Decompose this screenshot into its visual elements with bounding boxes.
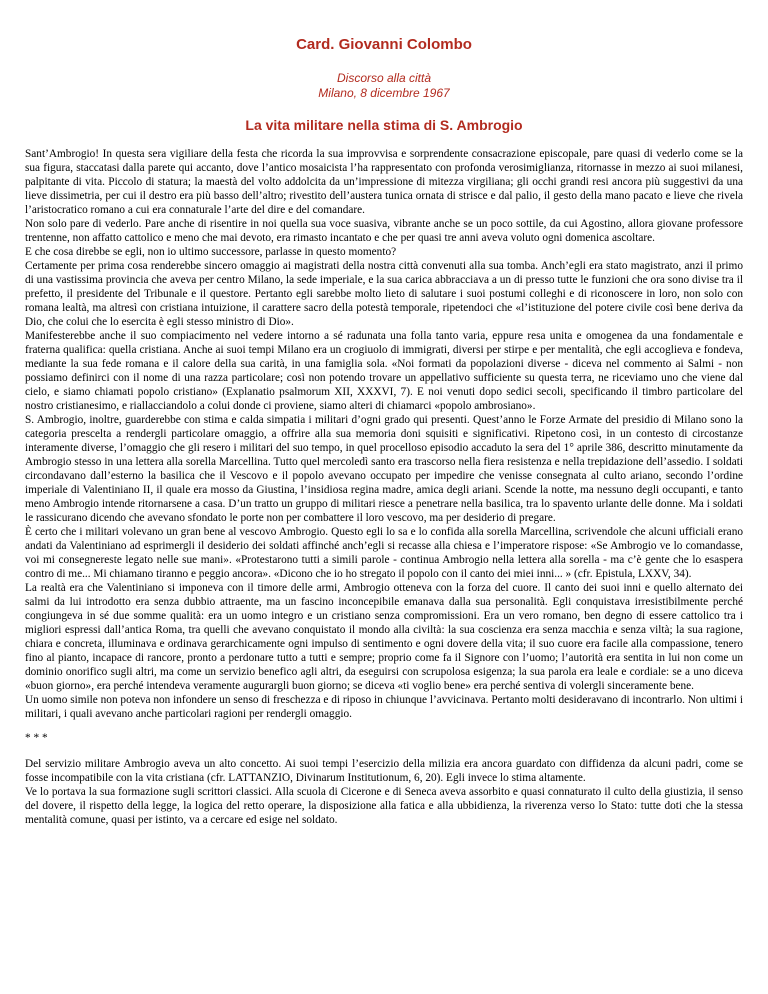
paragraph: È certo che i militari volevano un gran bene al vescovo Ambrogio. Questo egli lo sa e lo confida alla sorella Marcellina, scrivendole che alcuni ufficiali erano andati da Valentiniano ad esprimergli il desiderio dei soldati affinché anch’egli si recasse alla chiesa e l’imperatore rispose: «Se Ambrogio ve lo comandasse, voi mi consegnereste legato nelle sue mani». «Protestarono tutti a simili parole - continua Ambrogio nella lettera alla sorella - ma c’è gente che lo esaspera contro di me... Mi chiamano tiranno e peggio ancora». «Dicono che io ho stregato il popolo con il canto dei miei inni... » (cfr. Epistula, LXXV, 34). bbox=[25, 526, 743, 580]
document-body bbox=[25, 147, 743, 827]
paragraph: E che cosa direbbe se egli, non io ultimo successore, parlasse in questo momento? bbox=[25, 246, 397, 258]
paragraph: Ve lo portava la sua formazione sugli scrittori classici. Alla scuola di Cicerone e di Seneca aveva assorbito e quasi connaturato il culto della giustizia, il senso del dovere, il rispetto della legge, la logica del retto operare, la disposizione alla fatica e alla ubbidienza, la riverenza verso lo Stato: tutte doti che la stessa mentalità comune, quasi per istinto, va a cercare ed esige nel soldato. bbox=[25, 786, 743, 826]
paragraph: Un uomo simile non poteva non infondere un senso di freschezza e di riposo in chiunque l’avvicinava. Pertanto molti desideravano di incontrarlo. Non ultimi i militari, i quali avevano anche particolari ragioni per rendergli omaggio. bbox=[25, 694, 743, 720]
author-heading: Card. Giovanni Colombo bbox=[296, 36, 472, 53]
paragraph: Del servizio militare Ambrogio aveva un alto concetto. Ai suoi tempi l’esercizio della milizia era ancora guardato con diffidenza da alcuni padri, come se fosse incompatibile con la vita cristiana (cfr. LATTANZIO, Divinarum Institutionum, 6, 20). Egli invece lo stima altamente. bbox=[25, 758, 743, 784]
occasion-line: Discorso alla città bbox=[336, 71, 432, 85]
paragraph: La realtà era che Valentiniano si imponeva con il timore delle armi, Ambrogio otteneva con la forza del cuore. Il canto dei suoi inni e quello alternato dei salmi da lui introdotto era senza dubbio attraente, ma un fascino inconcepibile emanava dalla sua personalità. Egli conquistava irresistibilmente perché congiungeva in sé due somme qualità: era un uomo integro e un cristiano senza compromissioni. Era un vero romano, ben degno di essere cattolico tra i migliori espressi dall’antica Roma, tra quelli che avevano conquistato il mondo alla civiltà: la sua coscienza era senza macchia e senza viltà; la sua ragione, chiara e concreta, illuminava e ordinava gerarchicamente ogni impulso di sentimento e ogni dovere della vita; il suo cuore era facile alla compassione, tenero fino al pianto, incapace di rancore, pronto a perdonare tutto a tutti e sempre; proprio come fa il Signore con l’uomo; l’autorità era sentita in lui non come un dominio onorifico sugli altri, ma come un servizio benefico agli altri, da eseguirsi con scrupolosa esigenza; la sua parola era leale e cordiale: se a uno diceva «buon giorno», era perché intendeva veramente augurargli buon giorno; se diceva «ti voglio bene» era perché sentiva di volergli sinceramente bene. bbox=[25, 582, 743, 692]
paragraph: Non solo pare di vederlo. Pare anche di risentire in noi quella sua voce suasiva, vibrante anche se un poco sottile, da cui Agostino, allora giovane professore trentenne, non affatto cattolico e meno che mai devoto, era rimasto incantato e che per quasi tre anni aveva voluto ogni domenica ascoltare. bbox=[25, 218, 743, 244]
section-separator: * * * bbox=[25, 732, 48, 744]
paragraph: Sant’Ambrogio! In questa sera vigiliare della festa che ricorda la sua improvvisa e sorprendente consacrazione episcopale, pare quasi di vederlo come se la sua figura, staccatasi dalla parete qui accanto, dove l’antico mosaicista l’ha rappresentato con profonda verosimiglianza, ritornasse in mezzo ai suoi milanesi, palpitante di vita. Piccolo di statura; la maestà del volto addolcita da un’impressione di mitezza virgiliana; gli occhi grandi resi ancora più suggestivi da una lieve dissimetria, per cui il destro era più basso dell’altro; rivestito dell’austera tunica ornata di strisce e dal palio, il gesto della mano pacato e lieve che rivela l’aristocratico romano a cui era connaturale l’arte del dire e del comandare. bbox=[25, 148, 743, 216]
paragraph: Manifesterebbe anche il suo compiacimento nel vedere intorno a sé radunata una folla tanto varia, eppure resa unita e omogenea da una fondamentale e fraterna qualifica: quella cristiana. Anche ai suoi tempi Milano era un crogiuolo di immigrati, diversi per stirpe e per mentalità, che egli accoglieva e fondeva, mediante la sua fede romana e il calore della sua carità, in una famiglia sola. «Noi formati da popolazioni diverse - diceva nel commento ai Salmi - non possiamo definirci con il nome di una razza particolare; così non potendo trovare un appellativo sufficiente su questa terra, ne riceviamo uno che viene dal cielo, e siamo chiamati popolo cristiano» (Explanatio psalmorum XII, XXXVI, 7). E noi venuti dopo sedici secoli, specificando il timbro particolare del nostro cristianesimo, e riallacciandolo a colui donde ci proviene, siamo alteri di chiamarci «popolo ambrosiano». bbox=[25, 330, 743, 412]
paragraph: Certamente per prima cosa renderebbe sincero omaggio ai magistrati della nostra città convenuti alla sua tomba. Anch’egli era stato magistrato, anzi il primo di una vastissima provincia che aveva per centro Milano, la sede imperiale, e la sua carica abbracciava a un di presso tutte le funzioni che ora sono divise tra il prefetto, il presidente del Tribunale e il questore. Pertanto egli sarebbe molto lieto di salutare i suoi postumi colleghi e di riconoscere in loro, non solo con romana lealtà, ma altresì con cristiana intuizione, il carattere sacro della potestà temporale, ripetendoci che «l’istituzione del potere civile così bene deriva da Dio, che colui che lo esercita è egli stesso ministro di Dio». bbox=[25, 260, 743, 328]
paragraph: S. Ambrogio, inoltre, guarderebbe con stima e calda simpatia i militari d’ogni grado qui presenti. Quest’anno le Forze Armate del presidio di Milano sono la categoria prescelta a rendergli particolare omaggio, a offrire alla sua memoria doni squisiti e significativi. Ripetono così, in un contesto di circostanze interamente diverse, l’omaggio che gli resero i militari del suo tempo, in quel procelloso episodio accaduto la sera del 1° aprile 386, descritto minutamente da Ambrogio stesso in una lettera alla sorella Marcellina. Tutto quel mercoledì santo era trascorso nella fiera resistenza e nella trepidazione dell’assedio. I soldati circondavano dall’esterno la basilica che il Vescovo e il popolo avevano occupato per impedire che venisse consegnata al culto ariano, secondo l’ordine imperiale di Valentiniano II, il quale era mosso da Giustina, l’insidiosa regina madre, amica degli ariani. Scende la notte, ma nessuno degli occupanti, e tanto meno Ambrogio intende ritornarsene a casa. D’un tratto un gruppo di militari riesce a penetrare nella basilica, tra lo spavento urlante delle donne. Ma i soldati le rassicurano dicendo che avevano sfondato le porte non per combattere il loro vescovo, ma per desiderio di pregare. bbox=[25, 414, 743, 524]
place-date-line: Milano, 8 dicembre 1967 bbox=[318, 86, 450, 100]
document-page bbox=[25, 36, 743, 827]
document-title: La vita militare nella stima di S. Ambrogio bbox=[245, 117, 523, 133]
